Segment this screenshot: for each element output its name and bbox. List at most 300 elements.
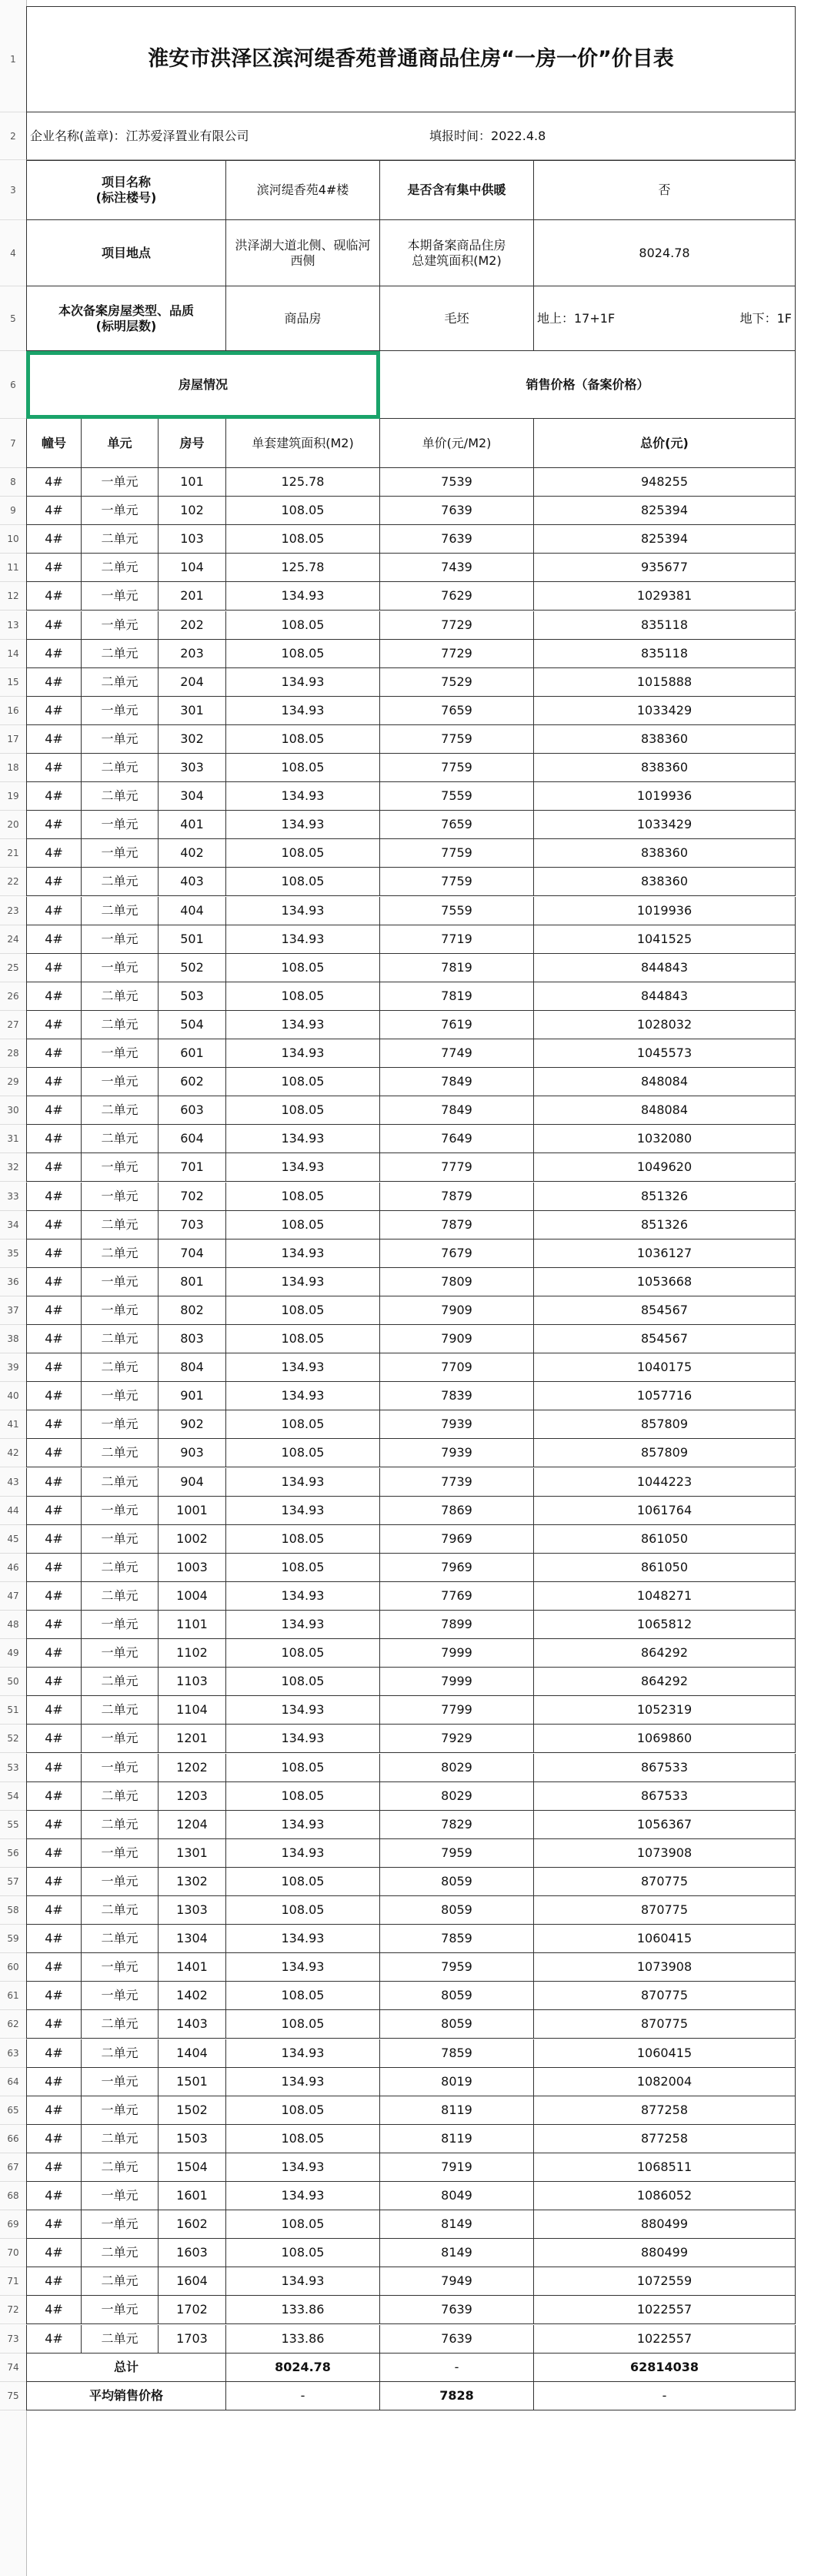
average-price[interactable]: 7828 bbox=[380, 2382, 534, 2410]
cell-room[interactable]: 402 bbox=[159, 839, 226, 868]
cell-building[interactable]: 4# bbox=[26, 2125, 82, 2153]
price-section-header[interactable]: 销售价格（备案价格） bbox=[380, 351, 796, 419]
cell-building[interactable]: 4# bbox=[26, 1068, 82, 1096]
row-number[interactable]: 31 bbox=[0, 1125, 26, 1153]
cell-unit[interactable]: 一单元 bbox=[82, 697, 159, 725]
cell-unit-price[interactable]: 8049 bbox=[380, 2182, 534, 2210]
project-name-label[interactable]: 项目名称 (标注楼号) bbox=[26, 160, 226, 220]
row-number[interactable]: 9 bbox=[0, 497, 26, 525]
cell-room[interactable]: 503 bbox=[159, 982, 226, 1011]
cell-unit[interactable]: 二单元 bbox=[82, 2010, 159, 2039]
cell-room[interactable]: 904 bbox=[159, 1468, 226, 1497]
cell-unit-price[interactable]: 7959 bbox=[380, 1839, 534, 1868]
cell-room[interactable]: 604 bbox=[159, 1125, 226, 1153]
row-number[interactable]: 58 bbox=[0, 1896, 26, 1925]
cell-unit-price[interactable]: 8059 bbox=[380, 1868, 534, 1896]
cell-unit[interactable]: 二单元 bbox=[82, 2153, 159, 2182]
cell-unit-price[interactable]: 7819 bbox=[380, 954, 534, 982]
row-number[interactable]: 2 bbox=[0, 112, 26, 160]
row-number[interactable]: 74 bbox=[0, 2354, 26, 2382]
cell-room[interactable]: 603 bbox=[159, 1096, 226, 1125]
row-number[interactable]: 75 bbox=[0, 2382, 26, 2410]
cell-building[interactable]: 4# bbox=[26, 1183, 82, 1211]
cell-area[interactable]: 108.05 bbox=[226, 1982, 380, 2010]
cell-building[interactable]: 4# bbox=[26, 1268, 82, 1296]
cell-total-price[interactable]: 870775 bbox=[534, 1982, 796, 2010]
cell-room[interactable]: 103 bbox=[159, 525, 226, 554]
cell-area[interactable]: 134.93 bbox=[226, 1497, 380, 1525]
cell-unit-price[interactable]: 7659 bbox=[380, 697, 534, 725]
cell-area[interactable]: 134.93 bbox=[226, 1153, 380, 1182]
cell-unit[interactable]: 二单元 bbox=[82, 897, 159, 925]
cell-area[interactable]: 108.05 bbox=[226, 640, 380, 668]
row-number[interactable]: 21 bbox=[0, 839, 26, 868]
cell-total-price[interactable]: 1086052 bbox=[534, 2182, 796, 2210]
row-number[interactable]: 29 bbox=[0, 1068, 26, 1096]
cell-area[interactable]: 108.05 bbox=[226, 2096, 380, 2125]
cell-unit[interactable]: 二单元 bbox=[82, 1468, 159, 1497]
cell-total-price[interactable]: 1049620 bbox=[534, 1153, 796, 1182]
cell-room[interactable]: 201 bbox=[159, 582, 226, 611]
row-number[interactable]: 39 bbox=[0, 1353, 26, 1382]
cell-total-price[interactable]: 1036127 bbox=[534, 1239, 796, 1268]
cell-unit[interactable]: 一单元 bbox=[82, 1183, 159, 1211]
cell-room[interactable]: 1703 bbox=[159, 2325, 226, 2354]
cell-building[interactable]: 4# bbox=[26, 1754, 82, 1782]
cell-area[interactable]: 125.78 bbox=[226, 554, 380, 582]
header-unit-price[interactable]: 单价(元/M2) bbox=[380, 419, 534, 468]
cell-area[interactable]: 108.05 bbox=[226, 2125, 380, 2153]
cell-unit[interactable]: 二单元 bbox=[82, 1811, 159, 1839]
cell-area[interactable]: 108.05 bbox=[226, 1525, 380, 1554]
cell-building[interactable]: 4# bbox=[26, 2210, 82, 2239]
cell-building[interactable]: 4# bbox=[26, 1296, 82, 1325]
cell-total-price[interactable]: 825394 bbox=[534, 525, 796, 554]
cell-building[interactable]: 4# bbox=[26, 1868, 82, 1896]
row-number[interactable]: 14 bbox=[0, 640, 26, 668]
cell-total-price[interactable]: 1073908 bbox=[534, 1839, 796, 1868]
row-number[interactable]: 7 bbox=[0, 419, 26, 468]
cell-total-price[interactable]: 1041525 bbox=[534, 925, 796, 954]
cell-total-price[interactable]: 1060415 bbox=[534, 1925, 796, 1953]
cell-building[interactable]: 4# bbox=[26, 640, 82, 668]
cell-room[interactable]: 601 bbox=[159, 1039, 226, 1068]
cell-room[interactable]: 1004 bbox=[159, 1582, 226, 1611]
cell-unit[interactable]: 二单元 bbox=[82, 754, 159, 782]
cell-room[interactable]: 804 bbox=[159, 1353, 226, 1382]
cell-building[interactable]: 4# bbox=[26, 2325, 82, 2354]
area-label[interactable]: 本期备案商品住房 总建筑面积(M2) bbox=[380, 220, 534, 286]
cell-unit[interactable]: 二单元 bbox=[82, 2039, 159, 2068]
cell-total-price[interactable]: 857809 bbox=[534, 1410, 796, 1439]
row-number[interactable]: 26 bbox=[0, 982, 26, 1011]
cell-building[interactable]: 4# bbox=[26, 2068, 82, 2096]
cell-unit-price[interactable]: 7529 bbox=[380, 668, 534, 697]
row-number[interactable]: 5 bbox=[0, 286, 26, 351]
cell-area[interactable]: 108.05 bbox=[226, 1868, 380, 1896]
cell-area[interactable]: 108.05 bbox=[226, 868, 380, 896]
cell-unit-price[interactable]: 7999 bbox=[380, 1668, 534, 1696]
cell-unit-price[interactable]: 7539 bbox=[380, 468, 534, 497]
cell-total-price[interactable]: 1044223 bbox=[534, 1468, 796, 1497]
row-number[interactable]: 43 bbox=[0, 1468, 26, 1497]
row-number[interactable]: 72 bbox=[0, 2296, 26, 2324]
cell-unit[interactable]: 一单元 bbox=[82, 954, 159, 982]
cell-building[interactable]: 4# bbox=[26, 1239, 82, 1268]
cell-building[interactable]: 4# bbox=[26, 1611, 82, 1639]
cell-total-price[interactable]: 864292 bbox=[534, 1668, 796, 1696]
cell-unit[interactable]: 一单元 bbox=[82, 1525, 159, 1554]
cell-total-price[interactable]: 1015888 bbox=[534, 668, 796, 697]
cell-total-price[interactable]: 848084 bbox=[534, 1068, 796, 1096]
cell-area[interactable]: 134.93 bbox=[226, 897, 380, 925]
row-number[interactable]: 66 bbox=[0, 2125, 26, 2153]
row-number[interactable]: 24 bbox=[0, 925, 26, 954]
cell-room[interactable]: 1602 bbox=[159, 2210, 226, 2239]
row-number[interactable]: 10 bbox=[0, 525, 26, 554]
cell-area[interactable]: 134.93 bbox=[226, 2267, 380, 2296]
cell-total-price[interactable]: 880499 bbox=[534, 2239, 796, 2267]
cell-unit-price[interactable]: 7749 bbox=[380, 1039, 534, 1068]
cell-area[interactable]: 108.05 bbox=[226, 2210, 380, 2239]
cell-area[interactable]: 134.93 bbox=[226, 2153, 380, 2182]
cell-building[interactable]: 4# bbox=[26, 497, 82, 525]
cell-unit-price[interactable]: 7849 bbox=[380, 1096, 534, 1125]
cell-unit[interactable]: 一单元 bbox=[82, 1953, 159, 1982]
cell-area[interactable]: 134.93 bbox=[226, 697, 380, 725]
cell-unit-price[interactable]: 7879 bbox=[380, 1183, 534, 1211]
cell-building[interactable]: 4# bbox=[26, 2010, 82, 2039]
cell-building[interactable]: 4# bbox=[26, 1439, 82, 1467]
row-number[interactable]: 69 bbox=[0, 2210, 26, 2239]
location-value[interactable]: 洪泽湖大道北侧、砚临河西侧 bbox=[226, 220, 380, 286]
area-value[interactable]: 8024.78 bbox=[534, 220, 796, 286]
cell-unit[interactable]: 一单元 bbox=[82, 725, 159, 754]
cell-unit[interactable]: 一单元 bbox=[82, 2068, 159, 2096]
cell-total-price[interactable]: 854567 bbox=[534, 1296, 796, 1325]
cell-area[interactable]: 108.05 bbox=[226, 1754, 380, 1782]
cell-room[interactable]: 104 bbox=[159, 554, 226, 582]
cell-area[interactable]: 134.93 bbox=[226, 1839, 380, 1868]
cell-building[interactable]: 4# bbox=[26, 725, 82, 754]
cell-building[interactable]: 4# bbox=[26, 1725, 82, 1753]
cell-unit-price[interactable]: 7639 bbox=[380, 497, 534, 525]
cell-total-price[interactable]: 851326 bbox=[534, 1183, 796, 1211]
cell-area[interactable]: 108.05 bbox=[226, 725, 380, 754]
cell-room[interactable]: 1603 bbox=[159, 2239, 226, 2267]
cell-unit-price[interactable]: 8119 bbox=[380, 2096, 534, 2125]
cell-building[interactable]: 4# bbox=[26, 1811, 82, 1839]
cell-unit-price[interactable]: 7909 bbox=[380, 1325, 534, 1353]
cell-total-price[interactable]: 1033429 bbox=[534, 811, 796, 839]
cell-unit-price[interactable]: 7779 bbox=[380, 1153, 534, 1182]
cell-room[interactable]: 1702 bbox=[159, 2296, 226, 2324]
cell-total-price[interactable]: 838360 bbox=[534, 725, 796, 754]
row-number[interactable]: 57 bbox=[0, 1868, 26, 1896]
row-number[interactable]: 6 bbox=[0, 351, 26, 419]
cell-unit[interactable]: 二单元 bbox=[82, 2239, 159, 2267]
cell-room[interactable]: 101 bbox=[159, 468, 226, 497]
cell-building[interactable]: 4# bbox=[26, 2182, 82, 2210]
row-number[interactable]: 51 bbox=[0, 1696, 26, 1725]
cell-room[interactable]: 1504 bbox=[159, 2153, 226, 2182]
cell-building[interactable]: 4# bbox=[26, 897, 82, 925]
row-number[interactable]: 36 bbox=[0, 1268, 26, 1296]
cell-unit-price[interactable]: 7759 bbox=[380, 868, 534, 896]
cell-room[interactable]: 702 bbox=[159, 1183, 226, 1211]
row-number[interactable]: 62 bbox=[0, 2010, 26, 2039]
cell-unit-price[interactable]: 8029 bbox=[380, 1754, 534, 1782]
cell-total-price[interactable]: 1082004 bbox=[534, 2068, 796, 2096]
cell-building[interactable]: 4# bbox=[26, 1668, 82, 1696]
cell-total-price[interactable]: 1072559 bbox=[534, 2267, 796, 2296]
cell-unit-price[interactable]: 7959 bbox=[380, 1953, 534, 1982]
cell-total-price[interactable]: 825394 bbox=[534, 497, 796, 525]
cell-building[interactable]: 4# bbox=[26, 1497, 82, 1525]
cell-area[interactable]: 108.05 bbox=[226, 754, 380, 782]
cell-building[interactable]: 4# bbox=[26, 668, 82, 697]
cell-area[interactable]: 108.05 bbox=[226, 2239, 380, 2267]
row-number[interactable]: 53 bbox=[0, 1754, 26, 1782]
cell-building[interactable]: 4# bbox=[26, 1125, 82, 1153]
cell-unit[interactable]: 二单元 bbox=[82, 868, 159, 896]
cell-total-price[interactable]: 861050 bbox=[534, 1525, 796, 1554]
cell-room[interactable]: 703 bbox=[159, 1211, 226, 1239]
cell-unit[interactable]: 一单元 bbox=[82, 1839, 159, 1868]
cell-area[interactable]: 108.05 bbox=[226, 954, 380, 982]
cell-unit-price[interactable]: 7999 bbox=[380, 1639, 534, 1668]
cell-unit-price[interactable]: 7629 bbox=[380, 582, 534, 611]
house-info-section-header[interactable]: 房屋情况 bbox=[26, 351, 380, 419]
cell-unit[interactable]: 一单元 bbox=[82, 839, 159, 868]
cell-total-price[interactable]: 854567 bbox=[534, 1325, 796, 1353]
cell-total-price[interactable]: 838360 bbox=[534, 868, 796, 896]
cell-total-price[interactable]: 1069860 bbox=[534, 1725, 796, 1753]
header-area[interactable]: 单套建筑面积(M2) bbox=[226, 419, 380, 468]
fill-time[interactable] bbox=[426, 112, 796, 160]
cell-area[interactable]: 134.93 bbox=[226, 811, 380, 839]
cell-building[interactable]: 4# bbox=[26, 1982, 82, 2010]
cell-total-price[interactable]: 1022557 bbox=[534, 2325, 796, 2354]
cell-unit-price[interactable]: 7849 bbox=[380, 1068, 534, 1096]
cell-building[interactable]: 4# bbox=[26, 2039, 82, 2068]
cell-total-price[interactable]: 870775 bbox=[534, 1896, 796, 1925]
cell-unit-price[interactable]: 7809 bbox=[380, 1268, 534, 1296]
cell-area[interactable]: 108.05 bbox=[226, 2010, 380, 2039]
row-number[interactable]: 46 bbox=[0, 1554, 26, 1582]
cell-unit-price[interactable]: 7939 bbox=[380, 1410, 534, 1439]
cell-total-price[interactable]: 861050 bbox=[534, 1554, 796, 1582]
cell-area[interactable]: 134.93 bbox=[226, 1925, 380, 1953]
cell-unit[interactable]: 二单元 bbox=[82, 640, 159, 668]
cell-unit-price[interactable]: 7639 bbox=[380, 2296, 534, 2324]
cell-unit[interactable]: 二单元 bbox=[82, 525, 159, 554]
cell-unit-price[interactable]: 8019 bbox=[380, 2068, 534, 2096]
cell-building[interactable]: 4# bbox=[26, 554, 82, 582]
cell-total-price[interactable]: 1057716 bbox=[534, 1382, 796, 1410]
cell-area[interactable]: 108.05 bbox=[226, 525, 380, 554]
cell-area[interactable]: 134.93 bbox=[226, 1811, 380, 1839]
cell-unit[interactable]: 一单元 bbox=[82, 1982, 159, 2010]
cell-unit[interactable]: 二单元 bbox=[82, 1554, 159, 1582]
row-number[interactable]: 60 bbox=[0, 1953, 26, 1982]
cell-unit[interactable]: 一单元 bbox=[82, 2296, 159, 2324]
cell-total-price[interactable]: 1065812 bbox=[534, 1611, 796, 1639]
cell-area[interactable]: 134.93 bbox=[226, 1268, 380, 1296]
cell-area[interactable]: 134.93 bbox=[226, 2068, 380, 2096]
cell-unit-price[interactable]: 7819 bbox=[380, 982, 534, 1011]
row-number[interactable]: 11 bbox=[0, 554, 26, 582]
cell-unit-price[interactable]: 7879 bbox=[380, 1211, 534, 1239]
cell-building[interactable]: 4# bbox=[26, 2296, 82, 2324]
cell-unit[interactable]: 二单元 bbox=[82, 982, 159, 1011]
cell-total-price[interactable]: 1019936 bbox=[534, 897, 796, 925]
cell-unit-price[interactable]: 7439 bbox=[380, 554, 534, 582]
cell-unit-price[interactable]: 7559 bbox=[380, 782, 534, 811]
cell-building[interactable]: 4# bbox=[26, 697, 82, 725]
cell-room[interactable]: 1201 bbox=[159, 1725, 226, 1753]
cell-total-price[interactable]: 867533 bbox=[534, 1754, 796, 1782]
cell-room[interactable]: 803 bbox=[159, 1325, 226, 1353]
cell-unit[interactable]: 二单元 bbox=[82, 1011, 159, 1039]
cell-total-price[interactable]: 1033429 bbox=[534, 697, 796, 725]
cell-unit[interactable]: 一单元 bbox=[82, 925, 159, 954]
cell-unit[interactable]: 二单元 bbox=[82, 554, 159, 582]
row-number[interactable]: 47 bbox=[0, 1582, 26, 1611]
cell-total-price[interactable]: 1068511 bbox=[534, 2153, 796, 2182]
cell-total-price[interactable]: 844843 bbox=[534, 982, 796, 1011]
total-sum[interactable]: 62814038 bbox=[534, 2354, 796, 2382]
row-number[interactable]: 34 bbox=[0, 1211, 26, 1239]
cell-room[interactable]: 1304 bbox=[159, 1925, 226, 1953]
cell-unit-price[interactable]: 7679 bbox=[380, 1239, 534, 1268]
row-number[interactable]: 28 bbox=[0, 1039, 26, 1068]
cell-total-price[interactable]: 1029381 bbox=[534, 582, 796, 611]
cell-unit-price[interactable]: 8149 bbox=[380, 2239, 534, 2267]
row-number[interactable]: 41 bbox=[0, 1410, 26, 1439]
cell-unit-price[interactable]: 7799 bbox=[380, 1696, 534, 1725]
cell-unit[interactable]: 一单元 bbox=[82, 811, 159, 839]
cell-total-price[interactable]: 1060415 bbox=[534, 2039, 796, 2068]
cell-total-price[interactable]: 838360 bbox=[534, 839, 796, 868]
cell-unit[interactable]: 一单元 bbox=[82, 2210, 159, 2239]
cell-total-price[interactable]: 880499 bbox=[534, 2210, 796, 2239]
row-number[interactable]: 44 bbox=[0, 1497, 26, 1525]
cell-building[interactable]: 4# bbox=[26, 839, 82, 868]
cell-total-price[interactable]: 848084 bbox=[534, 1096, 796, 1125]
cell-room[interactable]: 701 bbox=[159, 1153, 226, 1182]
cell-area[interactable]: 108.05 bbox=[226, 982, 380, 1011]
cell-building[interactable]: 4# bbox=[26, 1525, 82, 1554]
cell-unit-price[interactable]: 7739 bbox=[380, 1468, 534, 1497]
cell-unit[interactable]: 一单元 bbox=[82, 1639, 159, 1668]
cell-unit[interactable]: 一单元 bbox=[82, 1868, 159, 1896]
cell-building[interactable]: 4# bbox=[26, 754, 82, 782]
cell-room[interactable]: 1003 bbox=[159, 1554, 226, 1582]
average-label[interactable]: 平均销售价格 bbox=[26, 2382, 226, 2410]
cell-unit-price[interactable]: 7969 bbox=[380, 1554, 534, 1582]
cell-room[interactable]: 301 bbox=[159, 697, 226, 725]
cell-unit-price[interactable]: 7719 bbox=[380, 925, 534, 954]
row-number[interactable]: 30 bbox=[0, 1096, 26, 1125]
cell-total-price[interactable]: 835118 bbox=[534, 611, 796, 640]
cell-building[interactable]: 4# bbox=[26, 1925, 82, 1953]
cell-unit[interactable]: 二单元 bbox=[82, 1582, 159, 1611]
cell-unit[interactable]: 一单元 bbox=[82, 1296, 159, 1325]
row-number[interactable]: 4 bbox=[0, 220, 26, 286]
cell-unit[interactable]: 一单元 bbox=[82, 2182, 159, 2210]
cell-building[interactable]: 4# bbox=[26, 1639, 82, 1668]
average-area[interactable]: - bbox=[226, 2382, 380, 2410]
cell-building[interactable]: 4# bbox=[26, 1096, 82, 1125]
cell-unit[interactable]: 一单元 bbox=[82, 1068, 159, 1096]
cell-unit[interactable]: 一单元 bbox=[82, 1725, 159, 1753]
row-number[interactable]: 1 bbox=[0, 6, 26, 112]
cell-room[interactable]: 1503 bbox=[159, 2125, 226, 2153]
cell-total-price[interactable]: 1052319 bbox=[534, 1696, 796, 1725]
row-number[interactable]: 64 bbox=[0, 2068, 26, 2096]
row-number[interactable]: 15 bbox=[0, 668, 26, 697]
cell-unit[interactable]: 一单元 bbox=[82, 1382, 159, 1410]
cell-total-price[interactable]: 948255 bbox=[534, 468, 796, 497]
cell-unit-price[interactable]: 8059 bbox=[380, 1982, 534, 2010]
row-number[interactable]: 38 bbox=[0, 1325, 26, 1353]
cell-room[interactable]: 902 bbox=[159, 1410, 226, 1439]
cell-area[interactable]: 108.05 bbox=[226, 1554, 380, 1582]
cell-total-price[interactable]: 867533 bbox=[534, 1782, 796, 1811]
cell-total-price[interactable]: 838360 bbox=[534, 754, 796, 782]
floors-cell[interactable] bbox=[534, 286, 796, 351]
cell-room[interactable]: 202 bbox=[159, 611, 226, 640]
cell-unit[interactable]: 一单元 bbox=[82, 611, 159, 640]
cell-area[interactable]: 108.05 bbox=[226, 1439, 380, 1467]
cell-unit[interactable]: 二单元 bbox=[82, 1239, 159, 1268]
heating-value[interactable]: 否 bbox=[534, 160, 796, 220]
location-label[interactable]: 项目地点 bbox=[26, 220, 226, 286]
cell-area[interactable]: 108.05 bbox=[226, 1896, 380, 1925]
row-number[interactable]: 20 bbox=[0, 811, 26, 839]
cell-building[interactable]: 4# bbox=[26, 582, 82, 611]
cell-room[interactable]: 304 bbox=[159, 782, 226, 811]
cell-building[interactable]: 4# bbox=[26, 982, 82, 1011]
cell-area[interactable]: 134.93 bbox=[226, 1039, 380, 1068]
cell-room[interactable]: 1301 bbox=[159, 1839, 226, 1868]
row-number[interactable]: 73 bbox=[0, 2325, 26, 2354]
row-number[interactable]: 42 bbox=[0, 1439, 26, 1467]
cell-area[interactable]: 108.05 bbox=[226, 1782, 380, 1811]
cell-building[interactable]: 4# bbox=[26, 2096, 82, 2125]
cell-unit-price[interactable]: 7729 bbox=[380, 640, 534, 668]
cell-area[interactable]: 108.05 bbox=[226, 1639, 380, 1668]
total-area[interactable]: 8024.78 bbox=[226, 2354, 380, 2382]
cell-unit-price[interactable]: 8059 bbox=[380, 2010, 534, 2039]
cell-area[interactable]: 134.93 bbox=[226, 1353, 380, 1382]
cell-unit-price[interactable]: 7759 bbox=[380, 839, 534, 868]
cell-building[interactable]: 4# bbox=[26, 1468, 82, 1497]
row-number[interactable]: 23 bbox=[0, 897, 26, 925]
cell-area[interactable]: 134.93 bbox=[226, 1125, 380, 1153]
cell-unit[interactable]: 二单元 bbox=[82, 1668, 159, 1696]
cell-room[interactable]: 704 bbox=[159, 1239, 226, 1268]
cell-area[interactable]: 134.93 bbox=[226, 1582, 380, 1611]
cell-unit-price[interactable]: 7899 bbox=[380, 1611, 534, 1639]
cell-unit-price[interactable]: 7859 bbox=[380, 1925, 534, 1953]
cell-unit[interactable]: 二单元 bbox=[82, 1782, 159, 1811]
cell-room[interactable]: 1102 bbox=[159, 1639, 226, 1668]
cell-area[interactable]: 134.93 bbox=[226, 2182, 380, 2210]
cell-unit[interactable]: 二单元 bbox=[82, 2125, 159, 2153]
cell-room[interactable]: 1002 bbox=[159, 1525, 226, 1554]
